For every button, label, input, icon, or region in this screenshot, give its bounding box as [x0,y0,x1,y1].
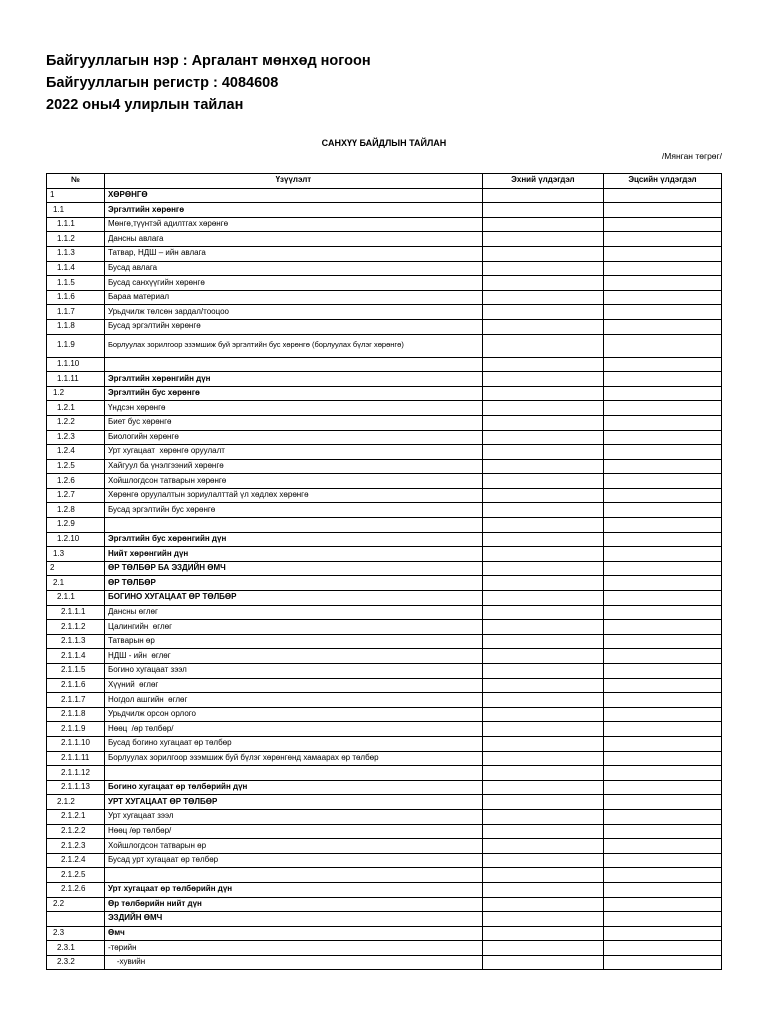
table-row [47,649,722,664]
row-number: 2.1.1.4 [47,649,105,664]
row-number: 1.1.2 [47,232,105,247]
row-number: 1.3 [47,547,105,562]
row-label: Хайгуул ба үнэлгээний хөрөнгө [104,459,482,474]
table-row [47,605,722,620]
closing-balance-cell [603,882,721,897]
closing-balance-cell [603,261,721,276]
table-row [47,305,722,320]
opening-balance-cell [482,334,603,357]
row-label: -хувийн [104,955,482,970]
opening-balance-cell [482,839,603,854]
table-row [47,839,722,854]
column-header-opening-balance: Эхний үлдэгдэл [482,174,603,189]
table-row [47,474,722,489]
opening-balance-cell [482,430,603,445]
opening-balance-cell [482,488,603,503]
opening-balance-cell [482,751,603,766]
opening-balance-cell [482,868,603,883]
row-number: 1.1.7 [47,305,105,320]
closing-balance-cell [603,188,721,203]
row-number: 1.1.8 [47,319,105,334]
table-row [47,707,722,722]
row-number: 1.1 [47,203,105,218]
row-label [104,518,482,533]
opening-balance-cell [482,290,603,305]
row-label: Цалингийн өглөг [104,620,482,635]
opening-balance-cell [482,372,603,387]
report-period: 2022 оны4 улирлын тайлан [46,97,244,113]
row-label: Богино хугацаат зээл [104,664,482,679]
column-header-closing-balance: Эцсийн үлдэгдэл [603,174,721,189]
row-number: 1.2.9 [47,518,105,533]
opening-balance-cell [482,415,603,430]
row-label: Бусад богино хугацаат өр төлбөр [104,736,482,751]
closing-balance-cell [603,561,721,576]
row-label: Өмч [104,926,482,941]
opening-balance-cell [482,853,603,868]
opening-balance-cell [482,474,603,489]
closing-balance-cell [603,290,721,305]
row-label: Дансны авлага [104,232,482,247]
table-row [47,576,722,591]
opening-balance-cell [482,232,603,247]
row-number: 1.2.8 [47,503,105,518]
row-number: 2.1.1.11 [47,751,105,766]
table-row [47,620,722,635]
opening-balance-cell [482,547,603,562]
row-number: 1.1.1 [47,217,105,232]
row-label: БОГИНО ХУГАЦААТ ӨР ТӨЛБӨР [104,591,482,606]
closing-balance-cell [603,751,721,766]
table-row [47,503,722,518]
opening-balance-cell [482,576,603,591]
table-row [47,561,722,576]
opening-balance-cell [482,941,603,956]
closing-balance-cell [603,518,721,533]
table-row [47,751,722,766]
opening-balance-cell [482,503,603,518]
table-row [47,736,722,751]
closing-balance-cell [603,868,721,883]
closing-balance-cell [603,503,721,518]
table-row [47,401,722,416]
table-row [47,246,722,261]
table-row [47,824,722,839]
row-label: Бараа материал [104,290,482,305]
closing-balance-cell [603,532,721,547]
closing-balance-cell [603,459,721,474]
row-number: 2.1.1.10 [47,736,105,751]
closing-balance-cell [603,246,721,261]
row-number: 1.2.3 [47,430,105,445]
closing-balance-cell [603,576,721,591]
row-number: 2.1.1.12 [47,766,105,781]
organization-name: Байгууллагын нэр : Аргалант мөнхөд ногоон [46,53,371,69]
row-label: Ногдол ашгийн өглөг [104,693,482,708]
row-label: Биологийн хөрөнгө [104,430,482,445]
row-label: -төрийн [104,941,482,956]
closing-balance-cell [603,809,721,824]
row-number: 2.3.2 [47,955,105,970]
unit-note: /Мянган төгрөг/ [661,151,722,161]
table-row [47,693,722,708]
opening-balance-cell [482,386,603,401]
row-label: Мөнгө,түүнтэй адилтгах хөрөнгө [104,217,482,232]
closing-balance-cell [603,605,721,620]
opening-balance-cell [482,955,603,970]
row-number: 1.2.10 [47,532,105,547]
opening-balance-cell [482,634,603,649]
row-label: Хойшлогдсон татварын өр [104,839,482,854]
row-number: 2.1.2.1 [47,809,105,824]
table-row [47,664,722,679]
table-row [47,809,722,824]
closing-balance-cell [603,722,721,737]
closing-balance-cell [603,474,721,489]
row-label: ӨР ТӨЛБӨР БА ЭЗДИЙН ӨМЧ [104,561,482,576]
opening-balance-cell [482,678,603,693]
opening-balance-cell [482,561,603,576]
row-label: УРТ ХУГАЦААТ ӨР ТӨЛБӨР [104,795,482,810]
opening-balance-cell [482,912,603,927]
closing-balance-cell [603,897,721,912]
row-number: 2.1.1.1 [47,605,105,620]
closing-balance-cell [603,941,721,956]
opening-balance-cell [482,605,603,620]
table-row [47,941,722,956]
opening-balance-cell [482,261,603,276]
row-number: 2.1.2 [47,795,105,810]
row-number: 1.1.6 [47,290,105,305]
row-label [104,766,482,781]
opening-balance-cell [482,926,603,941]
row-label: Нөөц /өр төлбөр/ [104,824,482,839]
opening-balance-cell [482,897,603,912]
opening-balance-cell [482,305,603,320]
closing-balance-cell [603,780,721,795]
table-row [47,290,722,305]
row-number: 2.1.2.5 [47,868,105,883]
closing-balance-cell [603,415,721,430]
table-row [47,188,722,203]
row-label: Урт хугацаат зээл [104,809,482,824]
closing-balance-cell [603,357,721,372]
closing-balance-cell [603,217,721,232]
closing-balance-cell [603,547,721,562]
row-label: Эргэлтийн бус хөрөнгө [104,386,482,401]
closing-balance-cell [603,232,721,247]
row-number: 1.2 [47,386,105,401]
table-row [47,853,722,868]
row-number: 1.1.3 [47,246,105,261]
row-number: 2.2 [47,897,105,912]
table-row [47,926,722,941]
table-row [47,372,722,387]
opening-balance-cell [482,188,603,203]
row-label: ХӨРӨНГӨ [104,188,482,203]
closing-balance-cell [603,319,721,334]
row-number: 2.1.1.3 [47,634,105,649]
closing-balance-cell [603,430,721,445]
row-label: Эргэлтийн бус хөрөнгийн дүн [104,532,482,547]
table-row [47,430,722,445]
table-row [47,386,722,401]
row-label: Өр төлбөрийн нийт дүн [104,897,482,912]
row-label [104,357,482,372]
table-row [47,955,722,970]
table-row [47,766,722,781]
table-row [47,547,722,562]
table-row [47,217,722,232]
table-row [47,488,722,503]
row-number [47,912,105,927]
row-label: Нөөц /өр төлбөр/ [104,722,482,737]
opening-balance-cell [482,518,603,533]
row-label: Бусад урт хугацаат өр төлбөр [104,853,482,868]
opening-balance-cell [482,649,603,664]
row-label: Хөрөнгө оруулалтын зориулалттай үл хөдлөх хөрөнгө [104,488,482,503]
row-number: 2.1.1.5 [47,664,105,679]
row-number: 1.2.2 [47,415,105,430]
closing-balance-cell [603,372,721,387]
row-label: Урт хугацаат хөрөнгө оруулалт [104,445,482,460]
closing-balance-cell [603,839,721,854]
row-number: 2.1.1.9 [47,722,105,737]
table-row [47,532,722,547]
opening-balance-cell [482,809,603,824]
opening-balance-cell [482,882,603,897]
closing-balance-cell [603,386,721,401]
closing-balance-cell [603,649,721,664]
table-row [47,459,722,474]
opening-balance-cell [482,780,603,795]
row-number: 2.1.1.7 [47,693,105,708]
closing-balance-cell [603,926,721,941]
table-row [47,232,722,247]
closing-balance-cell [603,707,721,722]
row-number: 2.1.2.6 [47,882,105,897]
row-label: Татварын өр [104,634,482,649]
table-row [47,634,722,649]
row-number: 1 [47,188,105,203]
table-row [47,203,722,218]
row-label: Богино хугацаат өр төлбөрийн дүн [104,780,482,795]
closing-balance-cell [603,203,721,218]
row-label: Биет бус хөрөнгө [104,415,482,430]
column-header-number: № [47,174,105,189]
closing-balance-cell [603,334,721,357]
table-row [47,795,722,810]
row-number: 1.1.11 [47,372,105,387]
opening-balance-cell [482,445,603,460]
table-row [47,780,722,795]
row-number: 1.1.9 [47,334,105,357]
row-label: Борлуулах зорилгоор эзэмшиж буй эргэлтийн бус хөрөнгө (борлуулах бүлэг хөрөнгө) [104,334,482,357]
row-label: Урьдчилж орсон орлого [104,707,482,722]
table-row [47,261,722,276]
row-label: Эргэлтийн хөрөнгийн дүн [104,372,482,387]
closing-balance-cell [603,824,721,839]
row-label: ЭЗДИЙН ӨМЧ [104,912,482,927]
row-number: 2.1.1.13 [47,780,105,795]
row-number: 2.1 [47,576,105,591]
row-number: 2.3.1 [47,941,105,956]
row-number: 1.1.5 [47,276,105,291]
closing-balance-cell [603,678,721,693]
table-row [47,357,722,372]
table-row [47,319,722,334]
balance-sheet-table [46,173,722,970]
closing-balance-cell [603,634,721,649]
closing-balance-cell [603,488,721,503]
table-row [47,868,722,883]
closing-balance-cell [603,736,721,751]
closing-balance-cell [603,955,721,970]
row-label: Нийт хөрөнгийн дүн [104,547,482,562]
row-number: 1.2.1 [47,401,105,416]
closing-balance-cell [603,853,721,868]
closing-balance-cell [603,912,721,927]
row-label: Эргэлтийн хөрөнгө [104,203,482,218]
row-number: 1.2.6 [47,474,105,489]
table-row [47,722,722,737]
opening-balance-cell [482,276,603,291]
row-label: Борлуулах зорилгоор эзэмшиж буй бүлэг хөрөнгөнд хамаарах өр төлбөр [104,751,482,766]
row-label: НДШ - ийн өглөг [104,649,482,664]
table-row [47,678,722,693]
column-header-indicator: Үзүүлэлт [104,174,482,189]
opening-balance-cell [482,664,603,679]
opening-balance-cell [482,736,603,751]
table-row [47,334,722,357]
table-header-row [47,174,722,189]
table-row [47,518,722,533]
opening-balance-cell [482,722,603,737]
opening-balance-cell [482,707,603,722]
row-number: 2.1.2.2 [47,824,105,839]
opening-balance-cell [482,795,603,810]
opening-balance-cell [482,401,603,416]
closing-balance-cell [603,766,721,781]
table-row [47,445,722,460]
row-number: 1.2.4 [47,445,105,460]
row-label: ӨР ТӨЛБӨР [104,576,482,591]
closing-balance-cell [603,445,721,460]
row-number: 1.1.10 [47,357,105,372]
row-number: 2.1.2.3 [47,839,105,854]
row-number: 1.2.5 [47,459,105,474]
opening-balance-cell [482,203,603,218]
opening-balance-cell [482,693,603,708]
row-number: 2 [47,561,105,576]
table-row [47,897,722,912]
opening-balance-cell [482,459,603,474]
table-row [47,415,722,430]
closing-balance-cell [603,664,721,679]
opening-balance-cell [482,766,603,781]
row-label: Бусад эргэлтийн хөрөнгө [104,319,482,334]
row-number: 1.1.4 [47,261,105,276]
row-label: Үндсэн хөрөнгө [104,401,482,416]
row-label: Урьдчилж төлсөн зардал/тооцоо [104,305,482,320]
opening-balance-cell [482,319,603,334]
opening-balance-cell [482,620,603,635]
opening-balance-cell [482,217,603,232]
row-label: Бусад эргэлтийн бус хөрөнгө [104,503,482,518]
closing-balance-cell [603,591,721,606]
table-row [47,882,722,897]
table-row [47,912,722,927]
row-label: Хүүний өглөг [104,678,482,693]
table-row [47,276,722,291]
row-label: Хойшлогдсон татварын хөрөнгө [104,474,482,489]
opening-balance-cell [482,532,603,547]
closing-balance-cell [603,620,721,635]
row-number: 2.1.2.4 [47,853,105,868]
closing-balance-cell [603,276,721,291]
row-label: Урт хугацаат өр төлбөрийн дүн [104,882,482,897]
opening-balance-cell [482,591,603,606]
report-title: САНХҮҮ БАЙДЛЫН ТАЙЛАН [321,138,447,148]
closing-balance-cell [603,795,721,810]
row-label [104,868,482,883]
opening-balance-cell [482,357,603,372]
row-label: Татвар, НДШ – ийн авлага [104,246,482,261]
row-label: Бусад санхүүгийн хөрөнгө [104,276,482,291]
closing-balance-cell [603,693,721,708]
opening-balance-cell [482,824,603,839]
closing-balance-cell [603,305,721,320]
opening-balance-cell [482,246,603,261]
row-number: 2.1.1.6 [47,678,105,693]
row-number: 1.2.7 [47,488,105,503]
table-row [47,591,722,606]
row-number: 2.3 [47,926,105,941]
organization-register: Байгууллагын регистр : 4084608 [46,75,279,91]
row-label: Дансны өглөг [104,605,482,620]
closing-balance-cell [603,401,721,416]
row-number: 2.1.1 [47,591,105,606]
row-number: 2.1.1.8 [47,707,105,722]
row-number: 2.1.1.2 [47,620,105,635]
row-label: Бусад авлага [104,261,482,276]
